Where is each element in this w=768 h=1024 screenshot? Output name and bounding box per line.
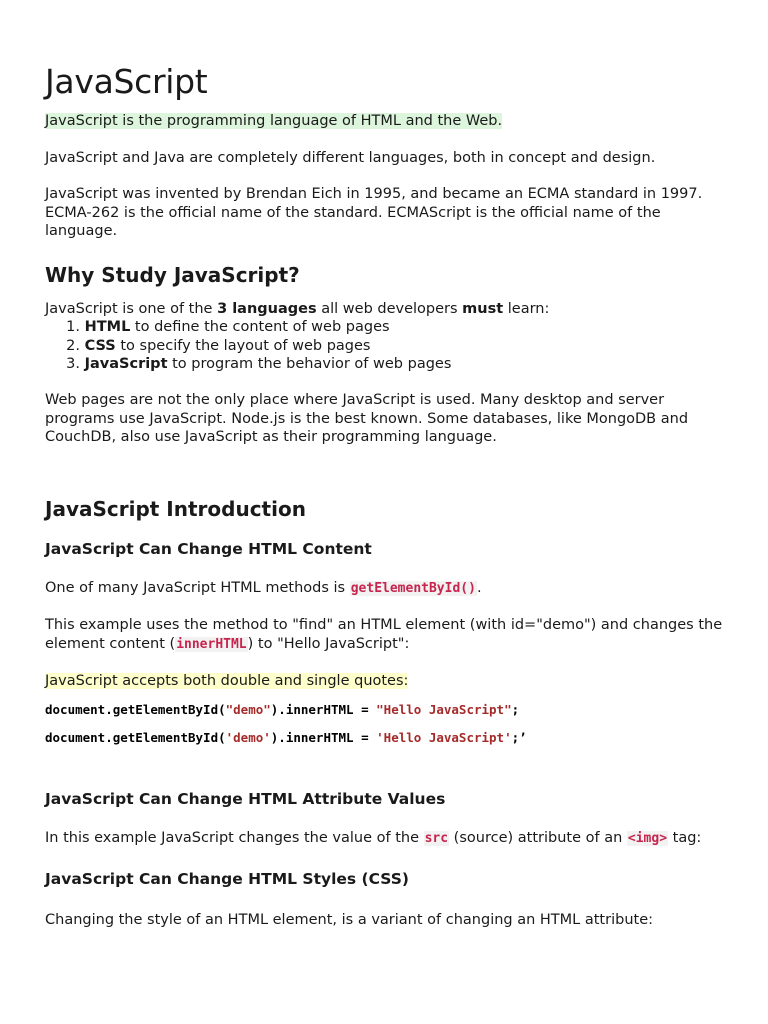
- why-lead-text-a: JavaScript is one of the: [45, 301, 218, 317]
- why-lead-text-c: all web developers: [316, 301, 463, 317]
- code-part: document.getElementById(: [45, 730, 226, 745]
- attribute-text-c: tag:: [668, 830, 702, 846]
- list-item-term: HTML: [84, 319, 131, 335]
- why-lead-bold-3-languages: 3 languages: [217, 301, 317, 317]
- methods-text: One of many JavaScript HTML methods is: [45, 580, 350, 596]
- list-item-desc: to program the behavior of web pages: [167, 356, 452, 372]
- example-paragraph: [45, 616, 735, 654]
- code-innerhtml: innerHTML: [176, 636, 247, 652]
- code-part: ;’: [511, 730, 527, 745]
- intro-highlight: [45, 112, 735, 131]
- quotes-note: [45, 672, 735, 691]
- why-lead-bold-must: must: [462, 301, 504, 317]
- list-item-number: 1.: [66, 319, 80, 335]
- list-item: [45, 337, 451, 356]
- methods-paragraph: [45, 579, 735, 599]
- code-getelementbyid: getElementById(): [350, 581, 476, 596]
- code-string: 'demo': [225, 730, 271, 745]
- code-string: "demo": [225, 702, 271, 717]
- code-part: ;: [511, 702, 520, 717]
- sub-heading-change-content: JavaScript Can Change HTML Content: [45, 540, 372, 558]
- example-text-b: ) to "Hello JavaScript":: [247, 635, 410, 652]
- attribute-text-b: (source) attribute of an: [449, 830, 627, 846]
- code-img-tag: <img>: [627, 831, 668, 846]
- code-part: document.getElementById(: [45, 702, 226, 717]
- code-part: ).innerHTML =: [270, 702, 377, 717]
- why-lead: [45, 300, 735, 319]
- code-example-double-quotes: [45, 702, 519, 718]
- why-heading: Why Study JavaScript?: [45, 263, 300, 287]
- code-string: "Hello JavaScript": [376, 702, 512, 717]
- sub-heading-attribute-values: JavaScript Can Change HTML Attribute Values: [45, 790, 446, 808]
- list-item-number: 2.: [66, 337, 80, 354]
- list-item-number: 3.: [66, 356, 80, 372]
- code-example-single-quotes: [45, 730, 527, 746]
- intro-paragraph-2: JavaScript was invented by Brendan Eich in 1995, and became an ECMA standard in 1997. ECMA-262 is the official name of the standard. ECMAScript is the official name of the language.: [45, 186, 703, 239]
- introduction-heading: JavaScript Introduction: [45, 497, 306, 521]
- example-text-a: This example uses the method to "find" an HTML element (with id="demo") and changes the element content (: [45, 617, 723, 652]
- page-title: JavaScript: [45, 62, 208, 101]
- quotes-note-text: JavaScript accepts both double and single quotes:: [45, 673, 409, 689]
- list-item: [45, 318, 451, 337]
- code-string: 'Hello JavaScript': [376, 730, 512, 745]
- code-part: ).innerHTML =: [270, 730, 377, 745]
- code-src: src: [424, 831, 449, 846]
- list-item: [45, 355, 451, 374]
- sub-heading-styles: JavaScript Can Change HTML Styles (CSS): [45, 870, 410, 888]
- list-item-desc: to define the content of web pages: [130, 319, 390, 335]
- attribute-text-a: In this example JavaScript changes the value of the: [45, 830, 424, 846]
- list-item-desc: to specify the layout of web pages: [115, 337, 371, 354]
- methods-text-end: .: [476, 580, 482, 596]
- styles-paragraph: Changing the style of an HTML element, is a variant of changing an HTML attribute:: [45, 912, 653, 928]
- languages-list: [45, 318, 451, 374]
- why-lead-text-e: learn:: [503, 301, 550, 317]
- intro-paragraph-1: JavaScript and Java are completely different languages, both in concept and design.: [45, 150, 656, 166]
- intro-highlight-text: JavaScript is the programming language of HTML and the Web.: [45, 113, 503, 129]
- attribute-paragraph: [45, 829, 735, 849]
- why-paragraph: Web pages are not the only place where JavaScript is used. Many desktop and server programs use JavaScript. Node.js is the best known. Some databases, like MongoDB and CouchDB, also use JavaScript as their programming language.: [45, 392, 689, 445]
- list-item-term: JavaScript: [84, 356, 168, 372]
- list-item-term: CSS: [84, 337, 116, 354]
